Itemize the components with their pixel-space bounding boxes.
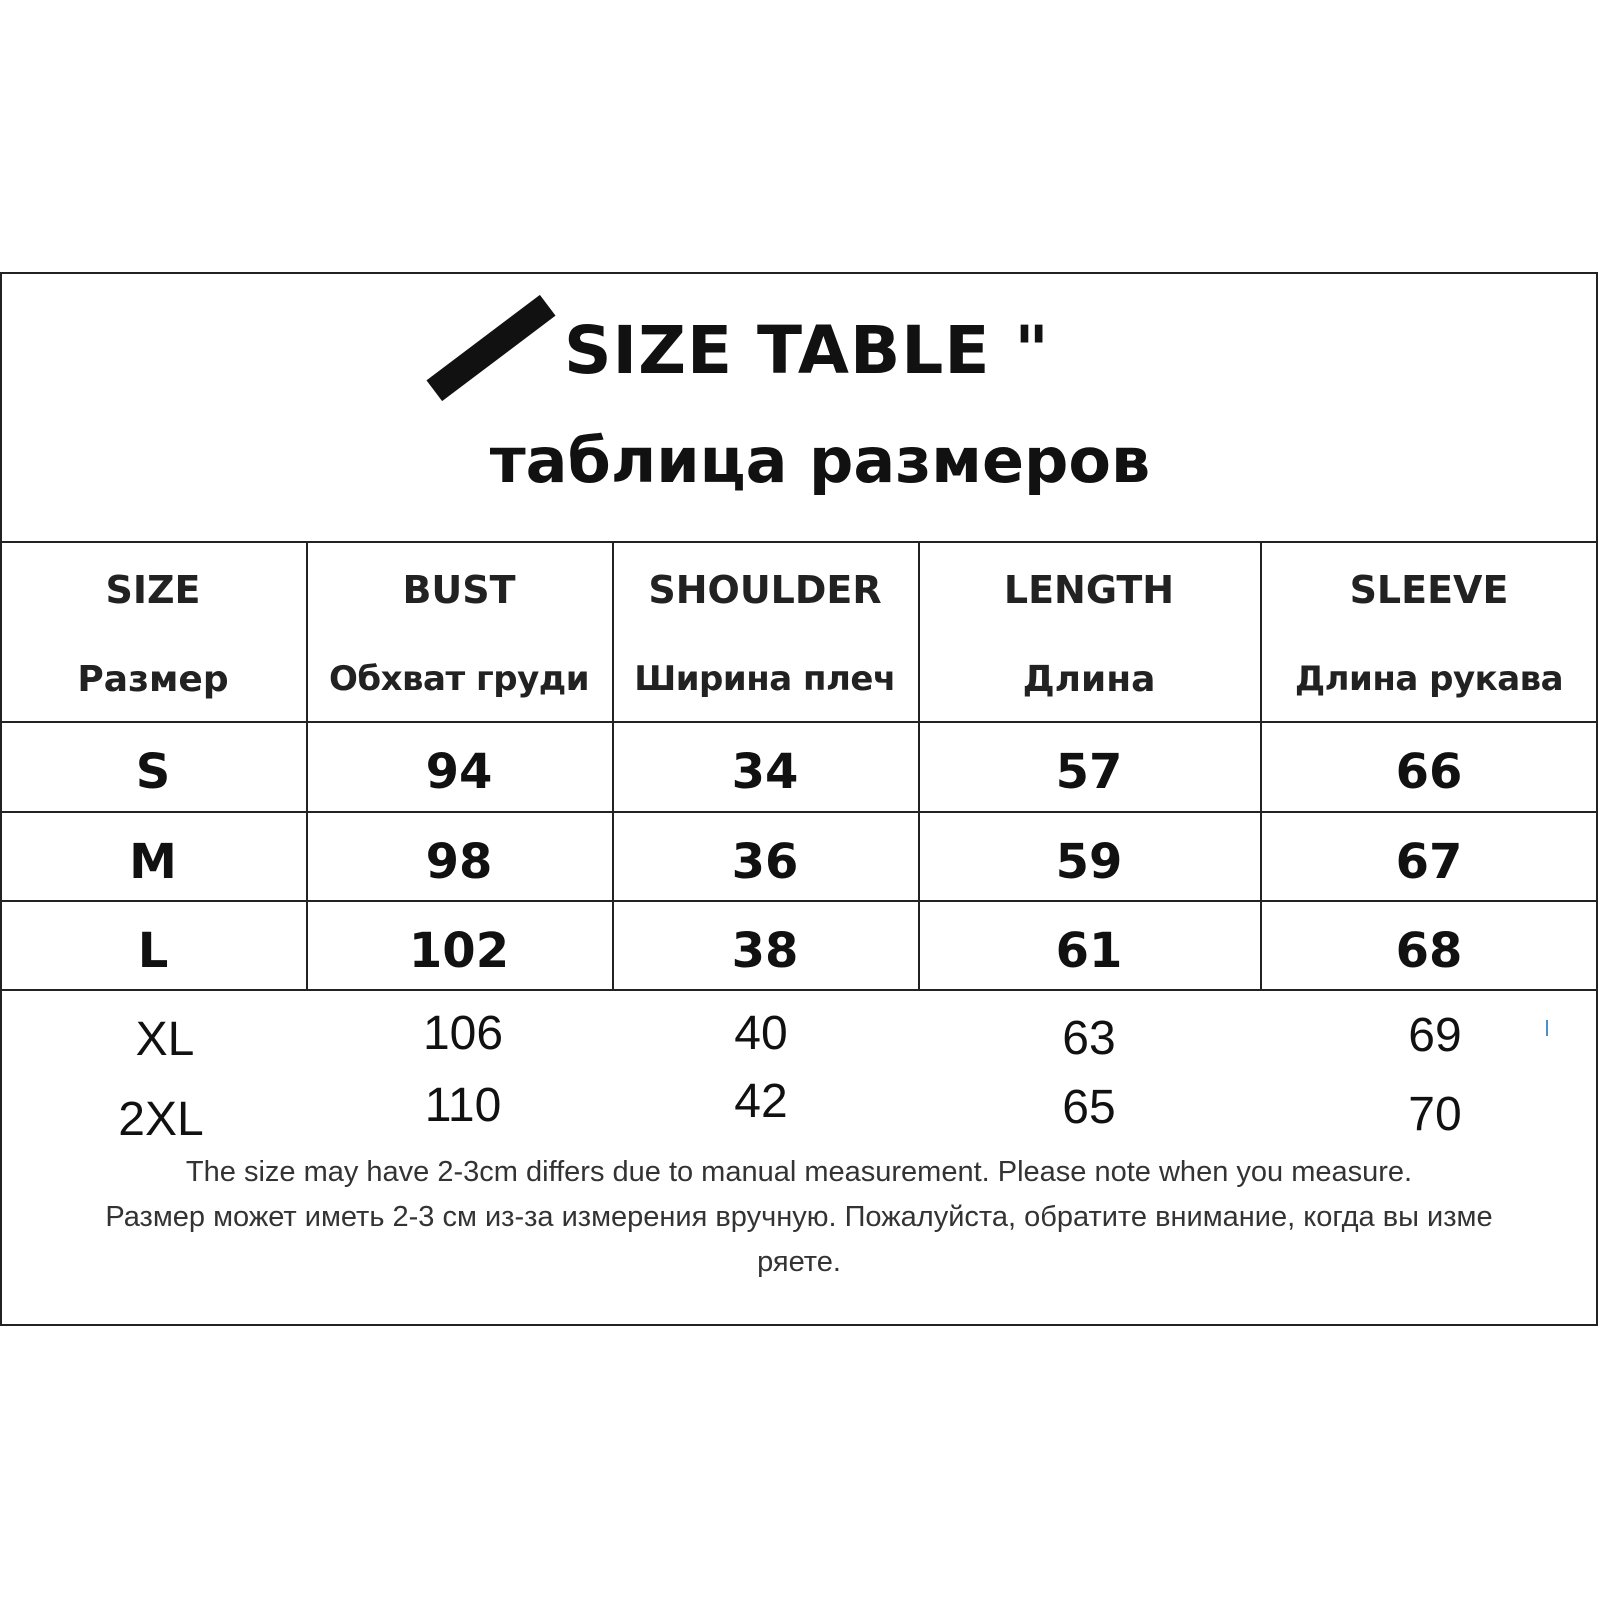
cell-length: 59 bbox=[1055, 834, 1123, 890]
cell-shoulder: 42 bbox=[734, 1075, 788, 1128]
cell-bust: 94 bbox=[425, 744, 493, 800]
stray-mark bbox=[1546, 1020, 1548, 1036]
cell-bust: 106 bbox=[422, 1007, 504, 1060]
title-english: SIZE TABLE " bbox=[564, 312, 1050, 389]
cell-size: M bbox=[129, 834, 177, 890]
cell-size: 2XL bbox=[118, 1093, 204, 1146]
cell-sleeve: 68 bbox=[1395, 923, 1463, 979]
header-length-en: LENGTH bbox=[1003, 568, 1175, 612]
note-russian-line-2: ряете. bbox=[757, 1246, 841, 1278]
cell-size: L bbox=[137, 923, 169, 979]
header-size-en: SIZE bbox=[105, 568, 201, 612]
cell-shoulder: 38 bbox=[731, 923, 799, 979]
grid-line-row-s-bottom bbox=[0, 811, 1598, 813]
header-sleeve-ru: Длина рукава bbox=[1294, 659, 1564, 699]
cell-bust: 110 bbox=[424, 1079, 502, 1132]
header-shoulder-ru: Ширина плеч bbox=[634, 659, 896, 699]
header-shoulder-en: SHOULDER bbox=[648, 568, 882, 612]
note-english: The size may have 2-3cm differs due to manual measurement. Please note when you measure. bbox=[185, 1156, 1413, 1188]
grid-line-row-m-bottom bbox=[0, 900, 1598, 902]
cell-length: 61 bbox=[1055, 923, 1123, 979]
note-russian-line-1: Размер может иметь 2-3 см из-за измерения вручную. Пожалуйста, обратите внимание, когда вы изме bbox=[105, 1201, 1493, 1233]
cell-bust: 102 bbox=[408, 923, 510, 979]
cell-size: XL bbox=[135, 1013, 195, 1066]
cell-sleeve: 67 bbox=[1395, 834, 1463, 890]
cell-sleeve: 66 bbox=[1395, 744, 1463, 800]
title-russian: таблица размеров bbox=[489, 424, 1151, 497]
grid-line-row-l-bottom bbox=[0, 989, 1598, 991]
cell-sleeve: 69 bbox=[1408, 1009, 1462, 1062]
grid-line-title-bottom bbox=[0, 541, 1598, 543]
cell-length: 57 bbox=[1055, 744, 1123, 800]
cell-shoulder: 40 bbox=[734, 1007, 788, 1060]
cell-length: 63 bbox=[1062, 1012, 1116, 1065]
cell-shoulder: 34 bbox=[731, 744, 799, 800]
header-length-ru: Длина bbox=[1022, 659, 1156, 700]
cell-size: S bbox=[135, 744, 171, 800]
grid-line-header-bottom bbox=[0, 721, 1598, 723]
cell-sleeve: 70 bbox=[1408, 1088, 1462, 1141]
header-bust-ru: Обхват груди bbox=[328, 659, 590, 699]
header-bust-en: BUST bbox=[402, 568, 516, 612]
cell-shoulder: 36 bbox=[731, 834, 799, 890]
header-size-ru: Размер bbox=[77, 659, 229, 700]
cell-bust: 98 bbox=[425, 834, 493, 890]
cell-length: 65 bbox=[1062, 1081, 1116, 1134]
header-sleeve-en: SLEEVE bbox=[1349, 568, 1509, 612]
